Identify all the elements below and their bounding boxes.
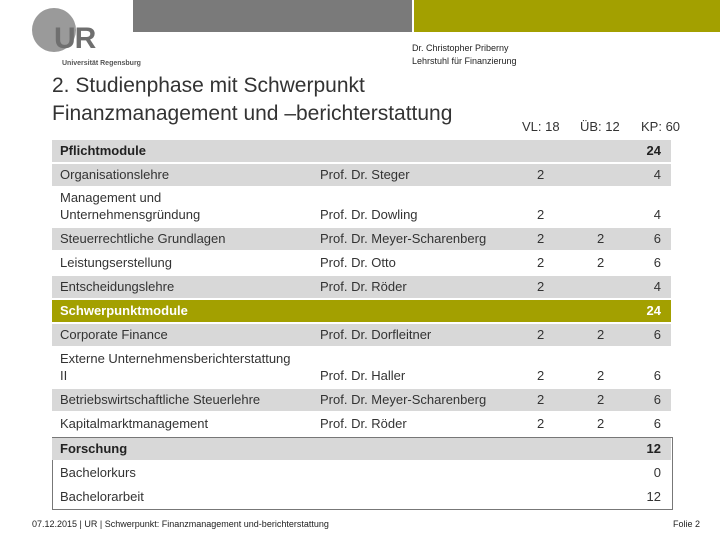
module-prof: Prof. Dr. Röder	[320, 279, 407, 294]
university-logo	[32, 8, 162, 68]
module-prof: Prof. Dr. Dorfleitner	[320, 327, 432, 342]
module-prof: Prof. Dr. Meyer-Scharenberg	[320, 231, 487, 246]
module-vl: 2	[537, 392, 545, 407]
section-label: Forschung	[60, 441, 128, 456]
table-row	[52, 413, 671, 435]
module-kp: 12	[646, 489, 661, 504]
module-name: Betriebswirtschaftliche Steuerlehre	[60, 392, 261, 407]
table-row	[52, 164, 671, 186]
header-ub: ÜB: 12	[580, 119, 620, 134]
module-ub: 2	[597, 368, 605, 383]
section-label: Pflichtmodule	[60, 143, 146, 158]
table-row	[52, 389, 671, 411]
module-prof: Prof. Dr. Röder	[320, 416, 407, 431]
section-total: 24	[646, 303, 661, 318]
logo-text: UR	[54, 22, 96, 55]
section-header-forschung	[52, 438, 671, 460]
module-name: Externe Unternehmensberichterstattung	[60, 351, 291, 366]
table-row	[52, 188, 671, 228]
module-ub: 2	[597, 392, 605, 407]
module-kp: 6	[653, 231, 661, 246]
section-header-schwerpunkt	[52, 300, 671, 322]
table-row	[52, 252, 671, 274]
module-name: Bachelorarbeit	[60, 489, 144, 504]
table-row	[52, 228, 671, 250]
module-kp: 6	[653, 327, 661, 342]
module-vl: 2	[537, 416, 545, 431]
slide-title	[52, 72, 452, 128]
module-ub: 2	[597, 255, 605, 270]
header-bar-gray	[133, 0, 412, 32]
module-name: Entscheidungslehre	[60, 279, 175, 294]
section-label: Schwerpunktmodule	[60, 303, 188, 318]
module-kp: 6	[653, 255, 661, 270]
module-kp: 6	[653, 392, 661, 407]
table-row	[52, 324, 671, 346]
module-vl: 2	[537, 327, 545, 342]
section-total: 12	[646, 441, 661, 456]
module-prof: Prof. Dr. Meyer-Scharenberg	[320, 392, 487, 407]
module-prof: Prof. Dr. Dowling	[320, 207, 418, 222]
module-kp: 4	[653, 167, 661, 182]
table-row	[52, 348, 671, 388]
module-kp: 4	[653, 279, 661, 294]
module-ub: 2	[597, 231, 605, 246]
module-vl: 2	[537, 279, 545, 294]
module-name: Organisationslehre	[60, 167, 170, 182]
module-name-line-2: II	[60, 368, 68, 383]
module-name: Management und	[60, 190, 162, 205]
title-line-2: Finanzmanagement und –berichterstattung	[52, 102, 453, 125]
module-name: Kapitalmarktmanagement	[60, 416, 209, 431]
module-name-line-2: Unternehmensgründung	[60, 207, 201, 222]
module-prof: Prof. Dr. Steger	[320, 167, 410, 182]
module-vl: 2	[537, 255, 545, 270]
module-vl: 2	[537, 207, 545, 222]
module-kp: 4	[653, 207, 661, 222]
footer-text: 07.12.2015 | UR | Schwerpunkt: Finanzmanagement und-berichterstattung	[32, 519, 329, 529]
table-row	[52, 276, 671, 298]
logo-subtitle: Universität Regensburg	[62, 60, 141, 67]
module-vl: 2	[537, 231, 545, 246]
module-kp: 6	[653, 416, 661, 431]
module-kp: 0	[653, 465, 661, 480]
module-ub: 2	[597, 327, 605, 342]
module-name: Bachelorkurs	[60, 465, 136, 480]
module-vl: 2	[537, 167, 545, 182]
page-number: Folie 2	[672, 519, 700, 529]
author-chair: Lehrstuhl für Finanzierung	[412, 56, 517, 66]
author-block	[412, 42, 517, 68]
header-kp: KP: 60	[641, 119, 681, 134]
section-total: 24	[646, 143, 661, 158]
header-vl: VL: 18	[522, 119, 560, 134]
module-name: Corporate Finance	[60, 327, 168, 342]
module-ub: 2	[597, 416, 605, 431]
title-line-1: 2. Studienphase mit Schwerpunkt	[52, 74, 365, 97]
module-name: Steuerrechtliche Grundlagen	[60, 231, 226, 246]
section-header-pflicht	[52, 140, 671, 162]
header-bar-olive	[414, 0, 720, 32]
table-row	[52, 462, 671, 484]
module-prof: Prof. Dr. Otto	[320, 255, 396, 270]
author-name: Dr. Christopher Priberny	[412, 43, 509, 53]
module-prof: Prof. Dr. Haller	[320, 368, 406, 383]
module-name: Leistungserstellung	[60, 255, 173, 270]
module-vl: 2	[537, 368, 545, 383]
module-kp: 6	[653, 368, 661, 383]
table-row	[52, 486, 671, 508]
